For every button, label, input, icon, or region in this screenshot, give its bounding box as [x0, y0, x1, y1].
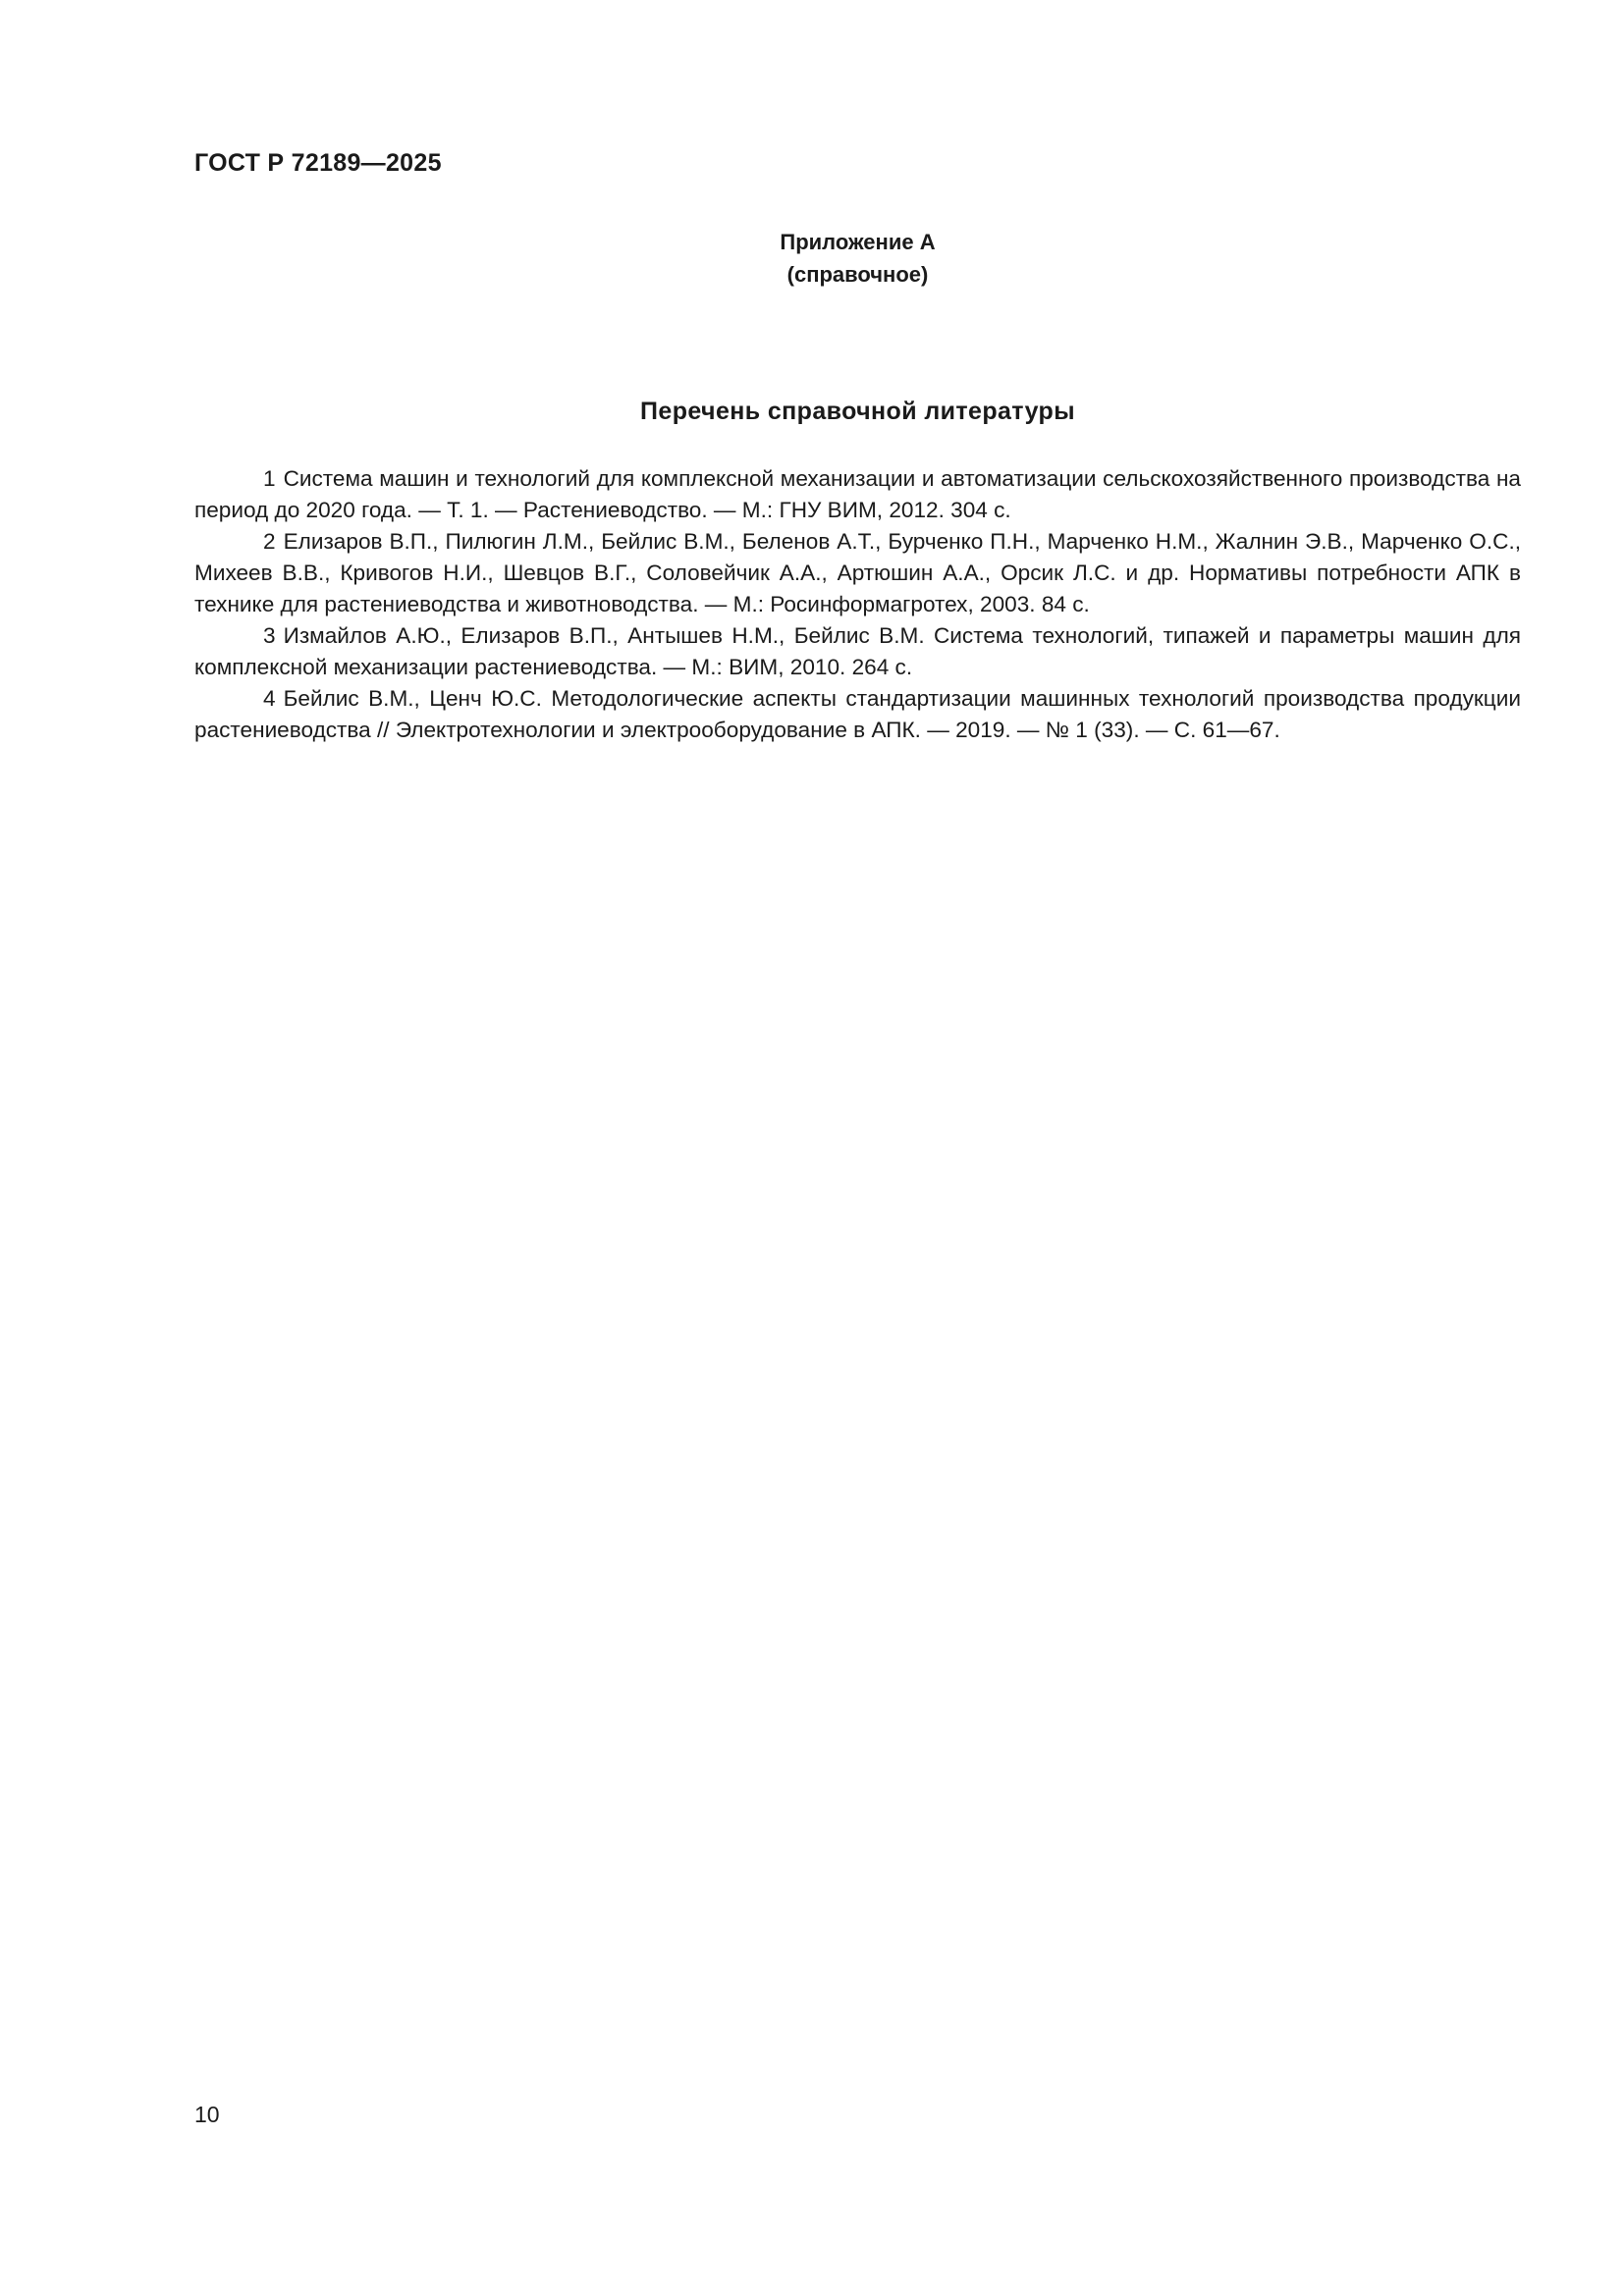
appendix-heading — [194, 226, 1521, 291]
bibliography-item-text: Елизаров В.П., Пилюгин Л.М., Бейлис В.М., Беленов А.Т., Бурченко П.Н., Марченко Н.М., Жалнин Э.В., Марченко О.С., Михеев В.В., Кривогов Н.И., Шевцов В.Г., Соловейчик А.А., Артюшин А.А., Орсик Л.С. и др. Нормативы потребности АПК в технике для растениеводства и животноводства. — М.: Росинформагротех, 2003. 84 с. — [194, 529, 1521, 616]
appendix-title: Приложение А — [780, 230, 936, 254]
appendix-type: (справочное) — [786, 262, 929, 287]
bibliography-item-text: Система машин и технологий для комплексной механизации и автоматизации сельскохозяйственного производства на период до 2020 года. — Т. 1. — Растениеводство. — М.: ГНУ ВИМ, 2012. 304 с. — [194, 466, 1521, 522]
bibliography-item — [194, 683, 1521, 746]
bibliography-item — [194, 526, 1521, 620]
bibliography-title: Перечень справочной литературы — [640, 398, 1075, 425]
bibliography-item — [194, 463, 1521, 526]
bibliography-item-number: 2 — [263, 529, 276, 554]
bibliography-item-number: 3 — [263, 623, 276, 648]
bibliography-item-number: 1 — [263, 466, 276, 491]
bibliography-list — [194, 463, 1521, 746]
page-number: 10 — [194, 2102, 220, 2127]
bibliography-item-text: Бейлис В.М., Ценч Ю.С. Методологические аспекты стандартизации машинных технологий производства продукции растениеводства // Электротехнологии и электрооборудование в АПК. — 2019. — № 1 (33). — С. 61—67. — [194, 686, 1521, 742]
document-code: ГОСТ Р 72189—2025 — [194, 149, 442, 177]
bibliography-item — [194, 620, 1521, 683]
bibliography-item-number: 4 — [263, 686, 276, 711]
bibliography-item-text: Измайлов А.Ю., Елизаров В.П., Антышев Н.М., Бейлис В.М. Система технологий, типажей и параметры машин для комплексной механизации растениеводства. — М.: ВИМ, 2010. 264 с. — [194, 623, 1521, 679]
